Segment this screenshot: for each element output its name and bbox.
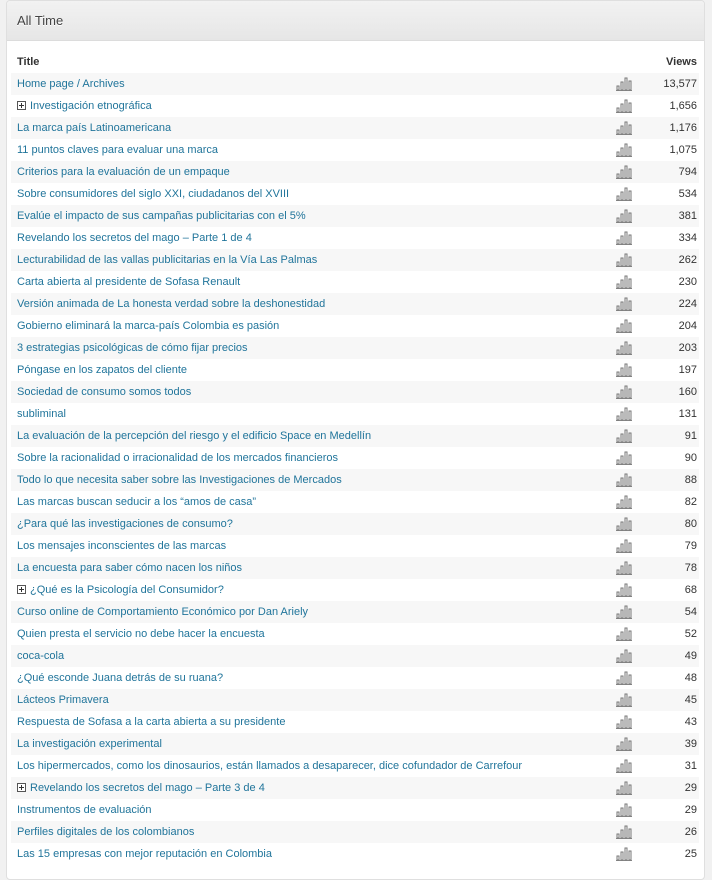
table-row [11,315,699,337]
chart-link-cell[interactable] [611,601,637,623]
table-row [11,161,699,183]
post-title-cell [11,535,611,557]
bar-chart-icon[interactable] [616,297,632,311]
bar-chart-icon[interactable] [616,341,632,355]
post-title-link[interactable]: Todo lo que necesita saber sobre las Investigaciones de Mercados [17,474,342,486]
chart-link-cell[interactable] [611,843,637,865]
bar-chart-icon[interactable] [616,77,632,91]
post-title-cell [11,689,611,711]
views-count: 13,577 [637,73,699,95]
post-title-link[interactable]: Perfiles digitales de los colombianos [17,826,195,838]
table-row [11,381,699,403]
views-count: 794 [637,161,699,183]
post-title-link[interactable]: Versión animada de La honesta verdad sobre la deshonestidad [17,298,326,310]
post-title-cell [11,293,611,315]
post-title-link[interactable]: Lácteos Primavera [17,694,109,706]
views-count: 230 [678,276,697,288]
post-title-link[interactable]: Respuesta de Sofasa a la carta abierta a su presidente [17,716,286,728]
views-count: 1,075 [669,144,697,156]
bar-chart-icon[interactable] [616,253,632,267]
post-title-cell [11,579,611,601]
views-count: 534 [678,188,697,200]
chart-link-cell[interactable] [611,777,637,799]
post-title-link[interactable]: Sociedad de consumo somos todos [17,386,192,398]
table-row [11,139,699,161]
bar-chart-icon[interactable] [616,319,632,333]
post-title-cell [11,557,611,579]
table-row [11,183,699,205]
post-title-link[interactable]: Gobierno eliminará la marca-país Colombia es pasión [17,320,280,332]
all-time-panel [6,0,705,880]
chart-link-cell[interactable] [611,425,637,447]
post-title-cell [11,249,611,271]
chart-link-cell[interactable] [611,403,637,425]
chart-link-cell[interactable] [611,271,637,293]
views-count: 334 [678,232,697,244]
table-row [11,117,699,139]
bar-chart-icon[interactable] [616,583,632,597]
post-title-link[interactable]: Investigación etnográfica [30,100,152,112]
bar-chart-icon[interactable] [616,671,632,685]
table-row [11,513,699,535]
post-title-cell [11,601,611,623]
bar-chart-icon[interactable] [616,231,632,245]
post-title-cell [11,755,611,777]
views-count: 88 [637,469,699,491]
bar-chart-icon[interactable] [616,121,632,135]
chart-link-cell[interactable] [611,557,637,579]
post-title-cell [11,469,611,491]
post-title-link[interactable]: Póngase en los zapatos del cliente [17,364,188,376]
table-row [11,293,699,315]
post-title-link[interactable]: Instrumentos de evaluación [17,804,152,816]
bar-chart-icon[interactable] [616,825,632,839]
post-title-link[interactable]: ¿Para qué las investigaciones de consumo? [17,518,233,530]
bar-chart-icon[interactable] [616,803,632,817]
table-row [11,755,699,777]
chart-link-cell[interactable] [611,73,637,95]
views-count: 131 [678,408,697,420]
chart-column-header [611,51,637,73]
post-title-link[interactable]: Curso online de Comportamiento Económico por Dan Ariely [17,606,309,618]
table-row [11,403,699,425]
panel-title: All Time [17,13,64,28]
post-title-cell [11,73,611,95]
table-row [11,205,699,227]
bar-chart-icon[interactable] [616,693,632,707]
table-row [11,843,699,865]
bar-chart-icon[interactable] [616,275,632,289]
expand-plus-icon[interactable] [17,585,26,594]
views-column-header: Views [666,56,697,68]
post-title-link[interactable]: ¿Qué esconde Juana detrás de su ruana? [17,672,224,684]
post-title-link[interactable]: La marca país Latinoamericana [17,122,172,134]
post-title-cell [11,337,611,359]
chart-link-cell[interactable] [611,183,637,205]
bar-chart-icon[interactable] [616,561,632,575]
post-title-link[interactable]: Home page / Archives [17,78,125,90]
top-posts-table [11,51,699,865]
post-title-link[interactable]: Lecturabilidad de las vallas publicitarias en la Vía Las Palmas [17,254,318,266]
post-title-cell [11,359,611,381]
views-count: 31 [684,760,697,772]
views-count: 262 [637,249,699,271]
post-title-link[interactable]: Revelando los secretos del mago – Parte 3 de 4 [30,782,265,794]
panel-header [7,1,704,41]
table-row [11,689,699,711]
post-title-link[interactable]: La investigación experimental [17,738,162,750]
views-count: 197 [678,364,697,376]
chart-link-cell[interactable] [611,667,637,689]
chart-link-cell[interactable] [611,315,637,337]
chart-link-cell[interactable] [611,359,637,381]
post-title-cell [11,623,611,645]
bar-chart-icon[interactable] [616,781,632,795]
chart-link-cell[interactable] [611,161,637,183]
table-row [11,601,699,623]
post-title-cell [11,139,611,161]
bar-chart-icon[interactable] [616,99,632,113]
table-row [11,711,699,733]
bar-chart-icon[interactable] [616,539,632,553]
post-title-link[interactable]: 3 estrategias psicológicas de cómo fijar precios [17,342,248,354]
table-row [11,359,699,381]
table-row [11,469,699,491]
post-title-cell [11,227,611,249]
post-title-link[interactable]: 11 puntos claves para evaluar una marca [17,144,218,156]
chart-link-cell[interactable] [611,645,637,667]
bar-chart-icon[interactable] [616,429,632,443]
views-count: 45 [637,689,699,711]
bar-chart-icon[interactable] [616,165,632,179]
views-count: 43 [684,716,697,728]
chart-link-cell[interactable] [611,689,637,711]
bar-chart-icon[interactable] [616,495,632,509]
table-row [11,821,699,843]
post-title-link[interactable]: Criterios para la evaluación de un empaque [17,166,230,178]
views-count: 160 [637,381,699,403]
views-count: 82 [684,496,697,508]
views-count: 54 [637,601,699,623]
expand-plus-icon[interactable] [17,101,26,110]
post-title-link[interactable]: Evalúe el impacto de sus campañas publicitarias con el 5% [17,210,306,222]
post-title-cell [11,161,611,183]
chart-link-cell[interactable] [611,447,637,469]
chart-link-cell[interactable] [611,755,637,777]
views-count: 80 [637,513,699,535]
post-title-cell [11,491,611,513]
bar-chart-icon[interactable] [616,605,632,619]
views-count: 203 [637,337,699,359]
post-title-link[interactable]: coca-cola [17,650,65,662]
post-title-link[interactable]: Carta abierta al presidente de Sofasa Renault [17,276,241,288]
views-count: 39 [637,733,699,755]
chart-link-cell[interactable] [611,139,637,161]
views-count: 49 [637,645,699,667]
post-title-cell [11,95,611,117]
chart-link-cell[interactable] [611,95,637,117]
post-title-link[interactable]: La encuesta para saber cómo nacen los niños [17,562,243,574]
table-row [11,227,699,249]
chart-link-cell[interactable] [611,513,637,535]
views-count: 29 [684,804,697,816]
chart-link-cell[interactable] [611,821,637,843]
post-title-cell [11,799,611,821]
bar-chart-icon[interactable] [616,187,632,201]
post-title-cell [11,425,611,447]
table-row [11,645,699,667]
chart-link-cell[interactable] [611,337,637,359]
bar-chart-icon[interactable] [616,451,632,465]
post-title-link[interactable]: La evaluación de la percepción del riesgo y el edificio Space en Medellín [17,430,372,442]
post-title-cell [11,777,611,799]
table-row [11,733,699,755]
post-title-cell [11,733,611,755]
post-title-cell [11,271,611,293]
post-title-cell [11,843,611,865]
post-title-link[interactable]: subliminal [17,408,66,420]
table-row [11,535,699,557]
bar-chart-icon[interactable] [616,759,632,773]
post-title-link[interactable]: Revelando los secretos del mago – Parte 1 de 4 [17,232,252,244]
table-row [11,579,699,601]
table-row [11,425,699,447]
views-count: 68 [684,584,697,596]
post-title-cell [11,645,611,667]
chart-link-cell[interactable] [611,799,637,821]
table-body [11,73,699,865]
expand-plus-icon[interactable] [17,783,26,792]
views-count: 52 [684,628,697,640]
views-count: 381 [637,205,699,227]
chart-link-cell[interactable] [611,579,637,601]
chart-link-cell[interactable] [611,711,637,733]
chart-link-cell[interactable] [611,117,637,139]
views-count: 90 [684,452,697,464]
post-title-cell [11,315,611,337]
views-count: 25 [684,848,697,860]
table-row [11,777,699,799]
post-title-cell [11,183,611,205]
bar-chart-icon[interactable] [616,649,632,663]
views-count: 48 [684,672,697,684]
table-row [11,337,699,359]
bar-chart-icon[interactable] [616,627,632,641]
post-title-cell [11,711,611,733]
views-count: 26 [637,821,699,843]
chart-link-cell[interactable] [611,491,637,513]
views-count: 1,656 [669,100,697,112]
post-title-cell [11,447,611,469]
views-count: 91 [637,425,699,447]
table-row [11,667,699,689]
bar-chart-icon[interactable] [616,473,632,487]
post-title-cell [11,205,611,227]
chart-link-cell[interactable] [611,249,637,271]
post-title-cell [11,403,611,425]
bar-chart-icon[interactable] [616,385,632,399]
table-row [11,623,699,645]
table-header-row [11,51,699,73]
chart-link-cell[interactable] [611,205,637,227]
views-count: 78 [637,557,699,579]
post-title-link[interactable]: ¿Qué es la Psicología del Consumidor? [30,584,224,596]
post-title-cell [11,821,611,843]
table-row [11,271,699,293]
chart-link-cell[interactable] [611,469,637,491]
chart-link-cell[interactable] [611,227,637,249]
table-row [11,491,699,513]
views-count: 1,176 [637,117,699,139]
bar-chart-icon[interactable] [616,517,632,531]
table-row [11,557,699,579]
table-row [11,249,699,271]
chart-link-cell[interactable] [611,623,637,645]
chart-link-cell[interactable] [611,733,637,755]
views-count: 224 [637,293,699,315]
post-title-link[interactable]: Las marcas buscan seducir a los “amos de casa” [17,496,257,508]
post-title-link[interactable]: Sobre la racionalidad o irracionalidad de los mercados financieros [17,452,339,464]
table-row [11,447,699,469]
chart-link-cell[interactable] [611,293,637,315]
post-title-cell [11,513,611,535]
table-row [11,799,699,821]
table-row [11,95,699,117]
views-count: 79 [684,540,697,552]
chart-link-cell[interactable] [611,535,637,557]
post-title-cell [11,667,611,689]
post-title-cell [11,117,611,139]
post-title-link[interactable]: Los mensajes inconscientes de las marcas [17,540,227,552]
post-title-link[interactable]: Sobre consumidores del siglo XXI, ciudadanos del XVIII [17,188,290,200]
bar-chart-icon[interactable] [616,407,632,421]
post-title-link[interactable]: Quien presta el servicio no debe hacer la encuesta [17,628,265,640]
post-title-link[interactable]: Los hipermercados, como los dinosaurios, están llamados a desaparecer, dice cofundador de Carrefour [17,760,523,772]
title-column-header: Title [17,56,40,68]
views-count: 204 [678,320,697,332]
post-title-cell [11,381,611,403]
bar-chart-icon[interactable] [616,715,632,729]
bar-chart-icon[interactable] [616,363,632,377]
bar-chart-icon[interactable] [616,209,632,223]
views-count: 29 [637,777,699,799]
bar-chart-icon[interactable] [616,737,632,751]
chart-link-cell[interactable] [611,381,637,403]
bar-chart-icon[interactable] [616,143,632,157]
post-title-link[interactable]: Las 15 empresas con mejor reputación en Colombia [17,848,272,860]
table-row [11,73,699,95]
